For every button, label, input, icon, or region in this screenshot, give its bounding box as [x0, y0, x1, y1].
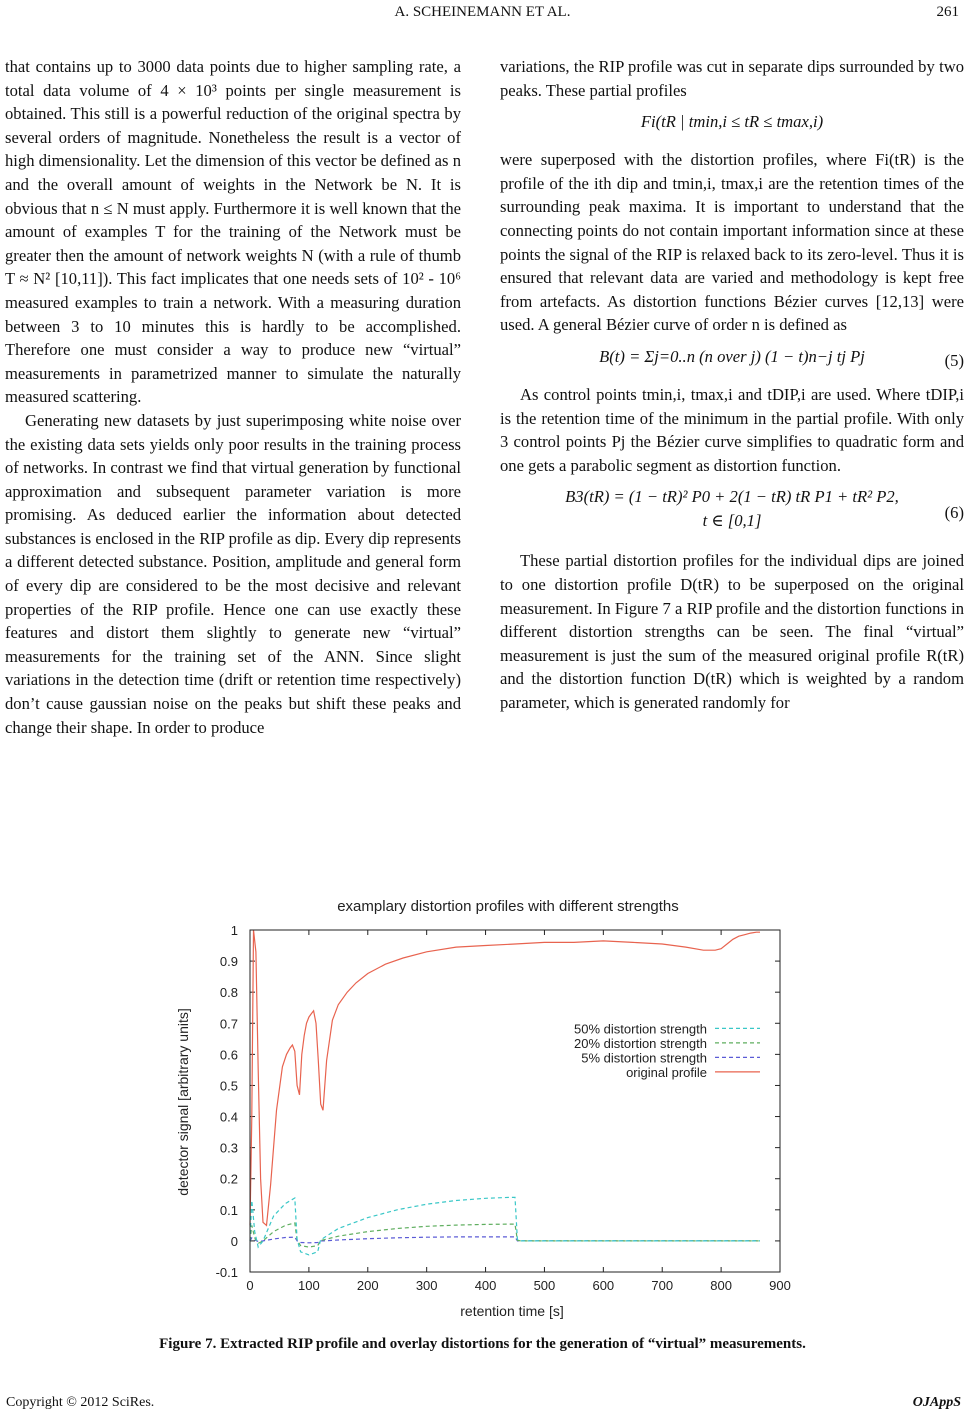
page-number: 261: [936, 4, 959, 20]
equation-partial-profile: Fi(tR | tmin,i ≤ tR ≤ tmax,i): [640, 112, 824, 132]
x-tick-label: 600: [592, 1278, 615, 1293]
chart-legend: [574, 1021, 760, 1080]
plot-frame: [250, 930, 780, 1272]
legend-label-0: original profile: [626, 1064, 707, 1080]
chart-title: examplary distortion profiles with different strengths: [337, 898, 679, 915]
legend-label-2: 20% distortion strength: [574, 1035, 707, 1051]
running-title: A. SCHEINEMANN ET AL.: [394, 4, 571, 20]
x-tick-label: 900: [769, 1278, 791, 1293]
series-line-1: [250, 1237, 760, 1243]
y-tick-label: 0.1: [219, 1202, 238, 1218]
y-tick-label: 0.8: [219, 985, 238, 1001]
x-tick-label: 800: [710, 1278, 732, 1293]
equation-5-number: (5): [944, 350, 964, 370]
left-paragraph-2: Generating new datasets by just superimposing white noise over the existing data sets yields only poor results in the training process of networks. In contrast we find that virtual generation by functional approximation and subsequent parameter variation is more promising. As deduced earlier the information about detected substances is enclosed in the RIP profile as dip. Every dip represents a different detected substance. Position, amplitude and general form of every dip are considered to be the most decisive and relevant properties of the RIP profile. Hence one can use exactly these features and distort them slightly to generate new “virtual” measurements for the training set of the ANN. Since slight variations in the detection time (drift or retention time respectively) don’t cause gaussian noise on the peaks but shift these peaks and change their shape. In order to produce: [5, 410, 461, 737]
series-line-3: [250, 1197, 760, 1255]
y-tick-label: 0.2: [219, 1171, 238, 1187]
equation-5: [500, 345, 964, 375]
equation-6-line-2: t ∈ [0,1]: [702, 510, 762, 530]
y-tick-label: 0.7: [219, 1016, 238, 1032]
running-header: [0, 4, 965, 24]
x-tick-label: 400: [474, 1278, 497, 1293]
journal-name: OJAppS: [912, 1395, 961, 1410]
page-footer: [6, 1395, 961, 1411]
right-paragraph-4: These partial distortion profiles for the individual dips are joined to one distortion profile D(tR) to be superposed on the original measurement. In Figure 7 a RIP profile and the distortion functions in different distortion strengths can be seen. The final “virtual” measurement is just the sum of the measured original profile R(tR) and the distortion function D(tR) which is weighted by a random parameter, which is generated randomly for: [500, 551, 964, 712]
x-tick-label: 0: [246, 1278, 254, 1293]
right-paragraph-2: were superposed with the distortion profiles, where Fi(tR) is the profile of the ith dip and tmin,i, tmax,i are the retention times of the surrounding peak maxima. It is important to understand that the connecting points do not contain important information since at these points the signal of the RIP is relaxed back to its zero-level. Thus it is ensured that relevant data are varied and methodology is kept free from artefacts. As distortion functions Bézier curves [12,13] were used. A general Bézier curve of order n is defined as: [500, 150, 964, 335]
x-tick-label: 300: [415, 1278, 438, 1293]
series-line-2: [250, 1223, 760, 1247]
y-tick-label: 0.6: [219, 1047, 238, 1063]
chart-xlabel: retention time [s]: [460, 1303, 564, 1319]
y-tick-label: 0: [230, 1233, 238, 1249]
right-paragraph-1: variations, the RIP profile was cut in separate dips surrounded by two peaks. These partial profiles: [500, 57, 964, 100]
legend-label-1: 5% distortion strength: [581, 1050, 707, 1066]
right-paragraph-3: As control points tmin,i, tmax,i and tDIP,i are used. Where tDIP,i is the retention time of the minimum in the partial profile. With only 3 control points Pj the Bézier curve simplifies to quadratic form and one gets a parabolic segment as distortion function.: [500, 384, 964, 475]
left-paragraph-1: that contains up to 3000 data points due to higher sampling rate, a total data volume of 4 × 10³ points per single measurement is obtained. This still is a powerful reduction of the original spectra by several orders of magnitude. Nonetheless the result is a vector of high dimensionality. Let the dimension of this vector be defined as n and the overall amount of weights in the Network be N. It is obvious that n ≤ N must apply. Furthermore it is well known that the amount of examples T for the training of the Network must be greater then the amount of network weights N (with a rule of thumb T ≈ N² [10,11]). This fact implicates that one needs sets of 10² - 10⁶ measured examples to train a network. With a measuring duration between 3 to 10 minutes this is hardly to be accomplished. Therefore one must consider a way to produce new “virtual” measurements in parametrized manner to simulate the naturally measured scattering.: [5, 57, 461, 407]
y-tick-label: 1: [230, 923, 238, 938]
figure-7: [170, 892, 795, 1332]
x-tick-label: 100: [298, 1278, 320, 1293]
equation-5-body: B(t) = Σj=0..n (n over j) (1 − t)n−j tj Pj: [599, 346, 865, 366]
left-column: [5, 55, 461, 739]
y-tick-label: 0.3: [219, 1140, 238, 1156]
legend-label-3: 50% distortion strength: [574, 1021, 707, 1037]
right-column: [500, 55, 964, 714]
distortion-profiles-chart: [170, 892, 795, 1332]
equation-6-line-1: B3(tR) = (1 − tR)² P0 + 2(1 − tR) tR P1 + tR² P2,: [565, 487, 899, 507]
x-tick-label: 500: [533, 1278, 556, 1293]
y-tick-label: -0.1: [215, 1265, 238, 1280]
x-tick-label: 200: [356, 1278, 379, 1293]
equation-6-number: (6): [944, 503, 964, 523]
y-tick-label: 0.4: [219, 1109, 238, 1125]
equation-6: [500, 485, 964, 541]
x-tick-label: 700: [651, 1278, 674, 1293]
y-tick-label: 0.5: [219, 1078, 238, 1094]
figure-caption: Figure 7. Extracted RIP profile and overlay distortions for the generation of “virtual” measurements.: [159, 1336, 806, 1352]
chart-ylabel: detector signal [arbitrary units]: [175, 1008, 191, 1196]
copyright-text: Copyright © 2012 SciRes.: [6, 1395, 155, 1410]
y-tick-label: 0.9: [219, 954, 238, 970]
